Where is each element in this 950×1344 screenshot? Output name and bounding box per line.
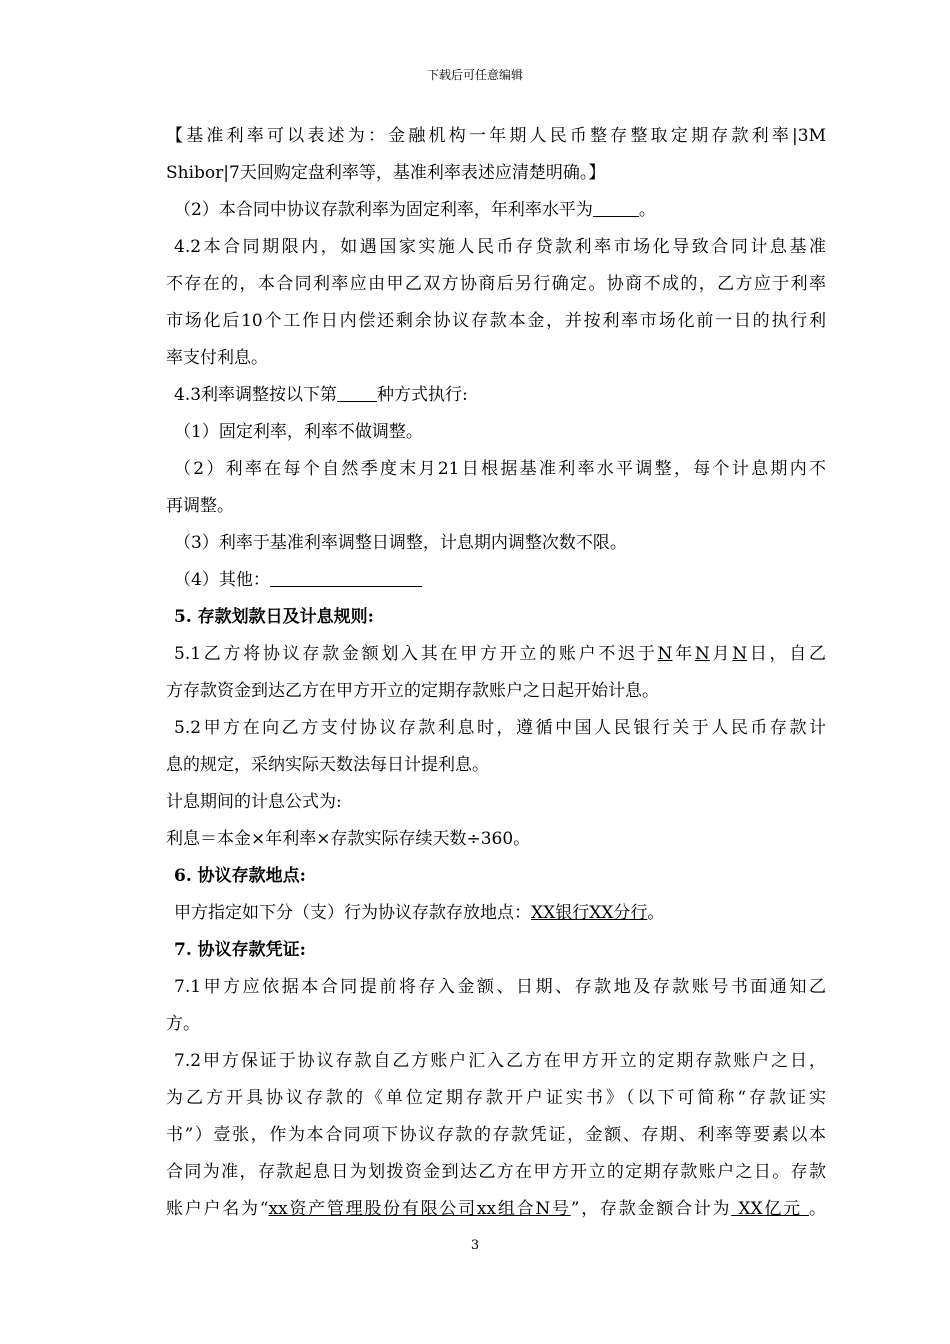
paragraph-line: 7.1甲方应依据本合同提前将存入金额、日期、存款地及存款账号书面通知乙 bbox=[174, 977, 826, 997]
paragraph-line: （2）利率在每个自然季度末月21日根据基准利率水平调整，每个计息期内不 bbox=[174, 459, 826, 479]
paragraph-line: 市场化后10个工作日内偿还剩余协议存款本金，并按利率市场化前一日的执行利 bbox=[166, 311, 826, 331]
paragraph-line: 4.3利率调整按以下第 种方式执行: bbox=[174, 385, 468, 405]
section-heading: 7. 协议存款凭证: bbox=[174, 940, 306, 960]
section-heading: 6. 协议存款地点: bbox=[174, 866, 306, 886]
paragraph-line: 利息＝本金×年利率×存款实际存续天数÷360。 bbox=[166, 829, 531, 849]
paragraph-line: 为乙方开具协议存款的《单位定期存款开户证实书》（以下可简称“存款证实 bbox=[166, 1088, 826, 1108]
paragraph-line: Shibor|7天回购定盘利率等，基准利率表述应清楚明确。】 bbox=[166, 163, 606, 183]
blank-field bbox=[337, 385, 377, 402]
document-body bbox=[166, 118, 826, 1228]
paragraph-line: 率支付利息。 bbox=[166, 348, 268, 368]
blank-field bbox=[270, 570, 422, 587]
paragraph-line: 再调整。 bbox=[166, 496, 234, 516]
paragraph-line: 书”）壹张，作为本合同项下协议存款的存款凭证，金额、存期、利率等要素以本 bbox=[166, 1125, 826, 1145]
paragraph-line: 合同为准，存款起息日为划拨资金到达乙方在甲方开立的定期存款账户之日。存款 bbox=[166, 1162, 826, 1182]
paragraph-line: 不存在的，本合同利率应由甲乙双方协商后另行确定。协商不成的，乙方应于利率 bbox=[166, 274, 826, 294]
paragraph-line: 4.2本合同期限内，如遇国家实施人民币存贷款利率市场化导致合同计息基准 bbox=[174, 237, 826, 257]
paragraph-line: 5.1乙方将协议存款金额划入其在甲方开立的账户不迟于N年N月N日，自乙 bbox=[174, 644, 826, 664]
section-heading: 5. 存款划款日及计息规则: bbox=[174, 607, 374, 627]
paragraph-line: 方存款资金到达乙方在甲方开立的定期存款账户之日起开始计息。 bbox=[166, 681, 659, 701]
paragraph-line: （2）本合同中协议存款利率为固定利率，年利率水平为 。 bbox=[174, 200, 656, 220]
blank-field bbox=[593, 200, 639, 217]
paragraph-line: 方。 bbox=[166, 1014, 200, 1034]
paragraph-line: 息的规定，采纳实际天数法每日计提利息。 bbox=[166, 755, 489, 775]
paragraph-line: 7.2甲方保证于协议存款自乙方账户汇入乙方在甲方开立的定期存款账户之日， bbox=[174, 1051, 826, 1071]
paragraph-line: （1）固定利率，利率不做调整。 bbox=[174, 422, 423, 442]
paragraph-line: （4）其他： bbox=[166, 562, 826, 599]
paragraph-line: 【基准利率可以表述为：金融机构一年期人民币整存整取定期存款利率|3M bbox=[166, 126, 826, 146]
page-number: 3 bbox=[470, 1238, 480, 1253]
paragraph-line: 账户户名为“xx资产管理股份有限公司xx组合N号”，存款金额合计为 XX亿元 。 bbox=[166, 1199, 826, 1219]
paragraph-line: 甲方指定如下分（支）行为协议存款存放地点：XX银行XX分行。 bbox=[174, 903, 665, 923]
paragraph-line: 计息期间的计息公式为: bbox=[166, 792, 342, 812]
paragraph-line: （3）利率于基准利率调整日调整，计息期内调整次数不限。 bbox=[174, 533, 627, 553]
page-header: 下载后可任意编辑 bbox=[426, 68, 523, 82]
paragraph-line: 5.2甲方在向乙方支付协议存款利息时，遵循中国人民银行关于人民币存款计 bbox=[174, 718, 826, 738]
